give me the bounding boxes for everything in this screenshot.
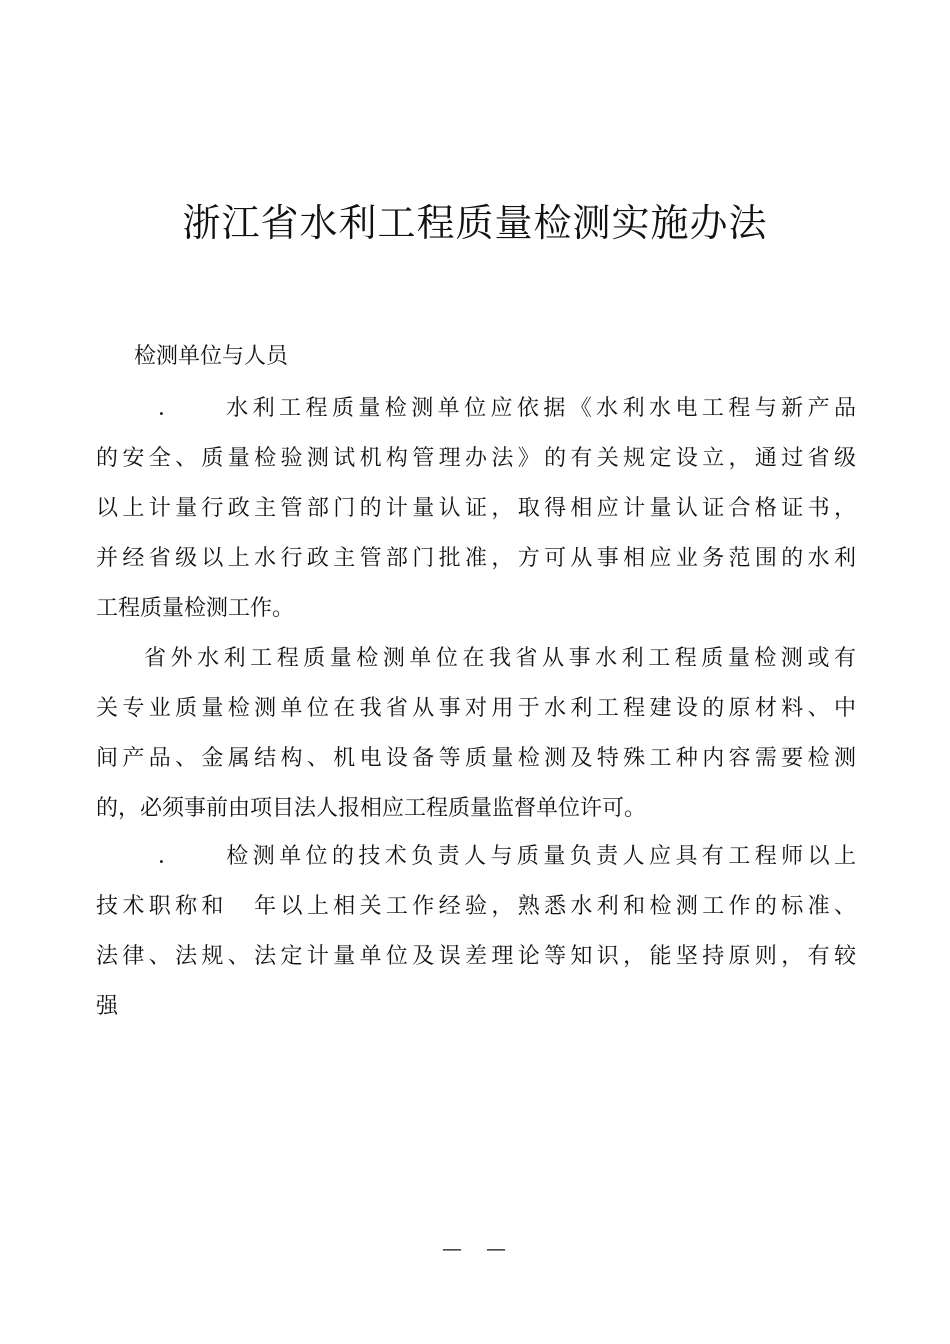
paragraph-line: 强: [96, 994, 119, 1019]
paragraph-line: ． 检测单位的技术负责人与质量负责人应具有工程师以上: [158, 844, 856, 869]
section-heading: 检测单位与人员: [134, 344, 289, 369]
paragraph-line: ． 水利工程质量检测单位应依据《水利水电工程与新产品: [158, 396, 856, 421]
paragraph-line: 工程质量检测工作。: [96, 596, 295, 621]
paragraph-line: 间产品、金属结构、机电设备等质量检测及特殊工种内容需要检测: [96, 746, 856, 771]
paragraph-line: 的，必须事前由项目法人报相应工程质量监督单位许可。: [96, 796, 647, 821]
paragraph-line: 技术职称和 年以上相关工作经验，熟悉水利和检测工作的标准、: [96, 894, 856, 919]
paragraph-line: 省外水利工程质量检测单位在我省从事水利工程质量检测或有: [144, 646, 856, 671]
paragraph-1: [96, 384, 856, 634]
paragraph-line: 以上计量行政主管部门的计量认证，取得相应计量认证合格证书，: [96, 496, 856, 521]
paragraph-2: [96, 634, 856, 834]
paragraph-3: [96, 832, 856, 1032]
document-title: 浙江省水利工程质量检测实施办法: [182, 201, 768, 245]
paragraph-line: 关专业质量检测单位在我省从事对用于水利工程建设的原材料、中: [96, 696, 856, 721]
page-footer: — —: [442, 1236, 508, 1260]
paragraph-line: 法律、法规、法定计量单位及误差理论等知识，能坚持原则，有较: [96, 944, 856, 969]
paragraph-line: 并经省级以上水行政主管部门批准，方可从事相应业务范围的水利: [96, 546, 856, 571]
paragraph-line: 的安全、质量检验测试机构管理办法》的有关规定设立，通过省级: [96, 446, 856, 471]
